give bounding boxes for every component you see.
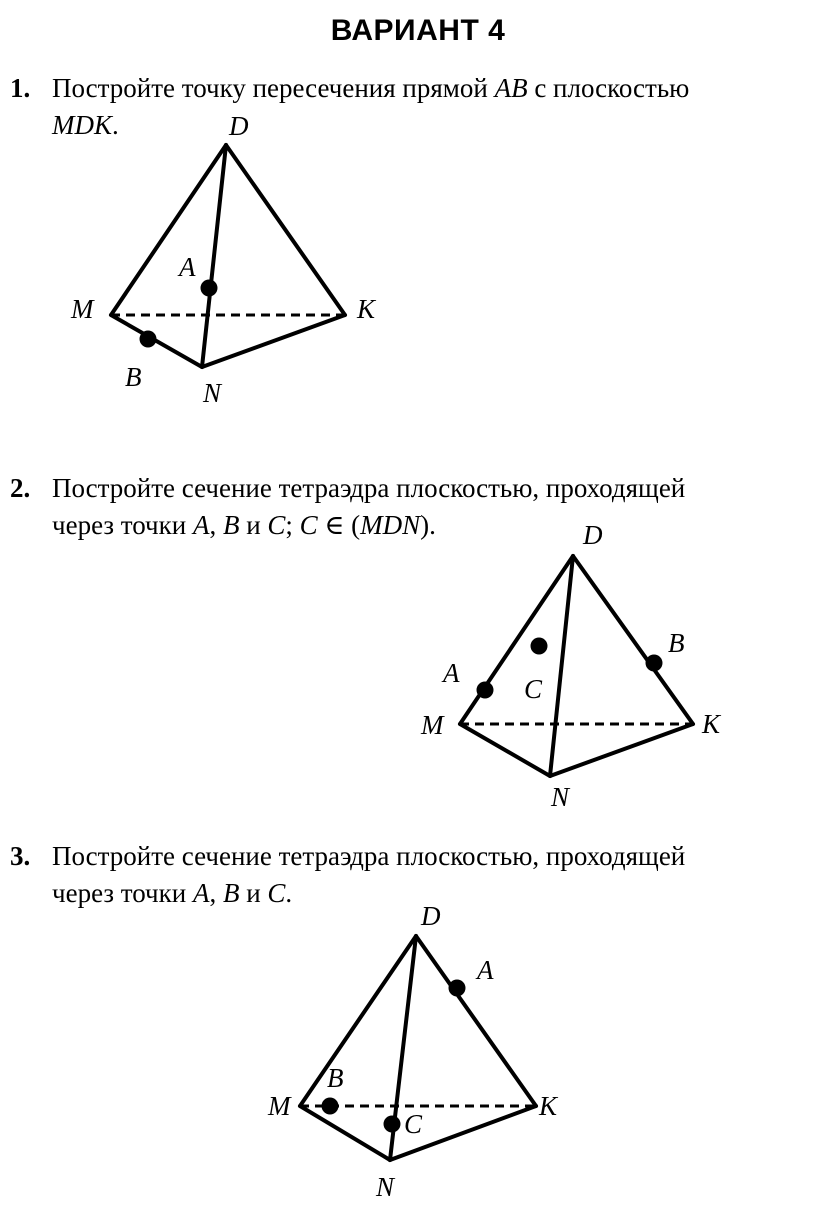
label-a: A [443,658,460,688]
label-b: B [668,628,685,658]
label-a: A [179,252,196,282]
task-1-text-b: с плоскостью [527,73,690,103]
label-m: M [268,1091,291,1121]
edge-dk [416,936,536,1106]
point-a [449,980,466,997]
label-n: N [376,1172,395,1202]
task-3-text-line-1: Постройте сечение тетраэдра плоскостью, проходящей [52,841,686,871]
task-1-text-c: . [112,110,119,140]
task-1-var-mdk: MDK [52,110,112,140]
edge-mn [300,1106,390,1160]
label-b: B [327,1063,344,1093]
task-2-text-line-1: Постройте сечение тетраэдра плоскостью, проходящей [52,473,686,503]
label-c: C [404,1109,423,1139]
label-k: K [702,709,721,739]
point-b [322,1098,339,1115]
label-m: M [71,294,94,324]
label-d: D [229,111,249,141]
label-b: B [125,362,142,392]
task-1-number: 1. [10,73,31,103]
label-d: D [421,901,441,931]
label-d: D [583,520,603,550]
label-n: N [551,782,570,812]
task-1-var-ab: AB [494,73,528,103]
task-1-text-a: Постройте точку пересечения прямой [52,73,495,103]
task-3-number: 3. [10,841,31,871]
point-c [384,1116,401,1133]
label-m: M [421,710,444,740]
task-2-number: 2. [10,473,31,503]
label-c: C [524,674,543,704]
task-3-line-2: через точки A, B и C. [52,878,293,908]
label-k: K [539,1091,558,1121]
label-a: A [477,955,494,985]
task-2-line-2: через точки A, B и C; C ∈ (MDN). [52,510,436,540]
label-k: K [357,294,376,324]
page-title: ВАРИАНТ 4 [330,14,506,47]
label-n: N [203,378,222,408]
